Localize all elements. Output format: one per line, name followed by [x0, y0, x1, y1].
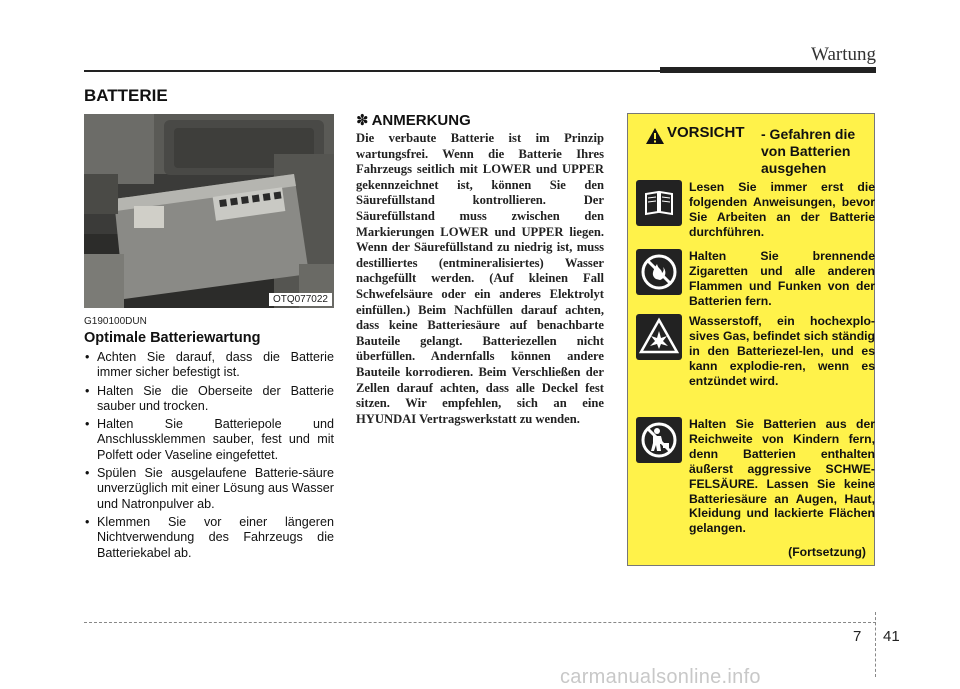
- note-heading: [356, 111, 471, 129]
- section-code: G190100DUN: [84, 316, 147, 327]
- note-body: Die verbaute Batterie ist im Prinzip wartungsfrei. Wenn die Batterie Ihres Fahrzeugs seitlich mit LOWER und UPPER gekennzeichnet ist, können Sie den Säurefüllstand kontrollieren. Der Säurefüllstand muss zwischen den Markierungen LOWER und UPPER liegen. Wenn der Säurefüllstand zu niedrig ist, muss destilliertes (entmineralisiertes) Wasser nachgefüllt werden. (Auf kleinen Fall Schwefelsäure oder ein anderes Elektrolyt einfüllen.) Beim Nachfüllen darauf achten, dass keine Batteriesäure auf benachbarte Bauteile gelangt. Batteriezellen nicht überfüllen. Andernfalls können andere Bauteile korrodieren. Beim Verschließen der Zellen darauf achten, dass alle Deckel fest sitzen. Wir empfehlen, sich an eine HYUNDAI Vertragswerkstatt zu wenden.: [356, 131, 604, 426]
- manual-book-icon: [636, 180, 682, 226]
- footer-divider: [875, 612, 876, 677]
- caution-label: VORSICHT: [667, 124, 745, 141]
- maintenance-title: Optimale Batteriewartung: [84, 330, 261, 346]
- caution-box: [627, 113, 875, 566]
- watermark: carmanualsonline.info: [560, 666, 761, 688]
- list-item: • Klemmen Sie vor einer längeren Nichtverwendung des Fahrzeugs die Batteriekabel ab.: [84, 515, 334, 561]
- note-star-icon: ✽: [356, 112, 369, 129]
- photo-caption: OTQ077022: [269, 293, 332, 306]
- caution-subtitle: - Gefahren die von Batterien ausgehen: [761, 126, 856, 176]
- list-item: • Spülen Sie ausgelaufene Batterie-säure unverzüglich mit einer Lösung aus Wasser und Natronpulver ab.: [84, 466, 334, 512]
- continued-label: (Fortsetzung): [788, 545, 866, 559]
- caution-item-text: Lesen Sie immer erst die folgenden Anweisungen, bevor Sie Arbeiten an der Batterie durchführen.: [689, 180, 875, 239]
- section-title: BATTERIE: [84, 86, 168, 105]
- caution-item-text: Halten Sie brennende Zigaretten und alle anderen Flammen und Funken von der Batterien fern.: [689, 249, 875, 308]
- chapter-header-title: Wartung: [811, 44, 876, 65]
- list-item: • Halten Sie Batteriepole und Anschlussklemmen sauber, fest und mit Polfett oder Vaseline eingefettet.: [84, 417, 334, 463]
- footer-rule: [84, 622, 876, 623]
- keep-away-children-icon: [636, 417, 682, 463]
- header-rule-accent: [660, 67, 876, 73]
- chapter-number: 7: [853, 628, 862, 645]
- list-item: • Achten Sie darauf, dass die Batterie immer sicher befestigt ist.: [84, 350, 334, 381]
- battery-photo-illustration: [84, 114, 334, 308]
- explosion-warning-icon: [636, 314, 682, 360]
- note-title: ANMERKUNG: [371, 112, 471, 129]
- battery-photo: [84, 114, 334, 308]
- caution-item-text: Halten Sie Batterien aus der Reichweite von Kindern fern, denn Batterien enthalten äußerst aggressive SCHWE-FELSÄURE. Lassen Sie keine Batteriesäure an Augen, Haut, Kleidung und lackierte Flächen gelangen.: [689, 417, 875, 536]
- caution-item-text: Wasserstoff, ein hochexplo-sives Gas, befindet sich ständig in den Batteriezel-len, und es kann explodie-ren, wenn es entzündet wird.: [689, 314, 875, 388]
- page-number: 41: [883, 628, 900, 645]
- maintenance-bullet-list: [84, 350, 334, 564]
- no-smoking-flame-icon: [636, 249, 682, 295]
- list-item: • Halten Sie die Oberseite der Batterie sauber und trocken.: [84, 384, 334, 415]
- warning-triangle-icon: [646, 128, 664, 144]
